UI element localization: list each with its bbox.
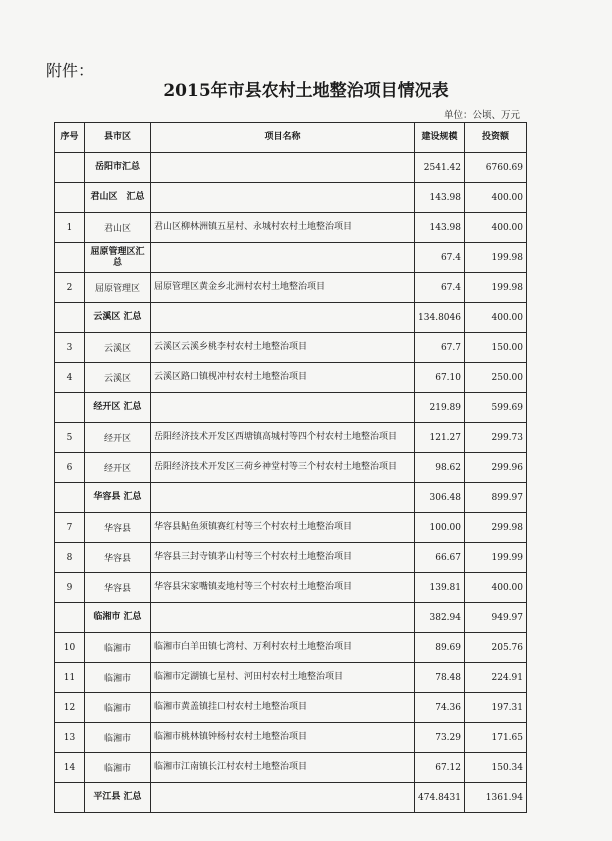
table-row [55, 633, 527, 663]
cell-project [151, 483, 415, 513]
table-row [55, 753, 527, 783]
cell-seq [55, 483, 85, 513]
cell-seq: 4 [55, 363, 85, 393]
cell-seq: 12 [55, 693, 85, 723]
cell-scale: 66.67 [415, 543, 465, 573]
cell-county: 云溪区 [85, 363, 151, 393]
cell-county: 屈原管理区汇总 [85, 243, 151, 273]
cell-project: 华容县鲇鱼须镇赛红村等三个村农村土地整治项目 [151, 513, 415, 543]
cell-seq: 6 [55, 453, 85, 483]
cell-project [151, 303, 415, 333]
cell-county: 华容县 [85, 543, 151, 573]
cell-county: 君山区 [85, 213, 151, 243]
cell-scale: 121.27 [415, 423, 465, 453]
cell-seq [55, 603, 85, 633]
cell-seq: 7 [55, 513, 85, 543]
cell-project [151, 603, 415, 633]
cell-investment: 400.00 [465, 213, 527, 243]
cell-project: 临湘市江南镇长江村农村土地整治项目 [151, 753, 415, 783]
cell-county: 临湘市 [85, 723, 151, 753]
unit-label: 单位：公顷、万元 [443, 110, 520, 121]
cell-scale: 67.7 [415, 333, 465, 363]
cell-project: 君山区柳林洲镇五星村、永城村农村土地整治项目 [151, 213, 415, 243]
cell-project [151, 243, 415, 273]
cell-investment: 299.96 [465, 453, 527, 483]
cell-county: 临湘市 汇总 [85, 603, 151, 633]
cell-project: 临湘市定湖镇七星村、河田村农村土地整治项目 [151, 663, 415, 693]
cell-investment: 400.00 [465, 183, 527, 213]
cell-county: 临湘市 [85, 753, 151, 783]
cell-seq [55, 303, 85, 333]
cell-scale: 98.62 [415, 453, 465, 483]
document-title: 2015年市县农村土地整治项目情况表 [163, 81, 449, 101]
cell-scale: 67.10 [415, 363, 465, 393]
cell-county: 经开区 [85, 423, 151, 453]
cell-project: 岳阳经济技术开发区西塘镇高城村等四个村农村土地整治项目 [151, 423, 415, 453]
summary-row [55, 393, 527, 423]
cell-investment: 199.98 [465, 273, 527, 303]
table-row [55, 453, 527, 483]
cell-investment: 949.97 [465, 603, 527, 633]
cell-investment: 224.91 [465, 663, 527, 693]
cell-seq: 8 [55, 543, 85, 573]
cell-county: 华容县 [85, 573, 151, 603]
cell-project: 华容县三封寺镇茅山村等三个村农村土地整治项目 [151, 543, 415, 573]
project-table [54, 122, 527, 813]
cell-investment: 899.97 [465, 483, 527, 513]
table-row [55, 363, 527, 393]
cell-county: 云溪区 [85, 333, 151, 363]
cell-county: 经开区 [85, 453, 151, 483]
cell-scale: 306.48 [415, 483, 465, 513]
cell-seq: 1 [55, 213, 85, 243]
cell-investment: 150.34 [465, 753, 527, 783]
cell-project: 临湘市桃林镇钟杨村农村土地整治项目 [151, 723, 415, 753]
cell-investment: 199.99 [465, 543, 527, 573]
cell-seq: 11 [55, 663, 85, 693]
cell-seq: 5 [55, 423, 85, 453]
cell-scale: 89.69 [415, 633, 465, 663]
cell-project: 云溪区云溪乡桃李村农村土地整治项目 [151, 333, 415, 363]
cell-county: 经开区 汇总 [85, 393, 151, 423]
cell-project [151, 183, 415, 213]
table-body [55, 153, 527, 813]
table-row [55, 573, 527, 603]
cell-scale: 67.12 [415, 753, 465, 783]
cell-project: 临湘市白羊田镇七湾村、万利村农村土地整治项目 [151, 633, 415, 663]
header-seq: 序号 [55, 123, 85, 153]
summary-row [55, 243, 527, 273]
cell-county: 岳阳市汇总 [85, 153, 151, 183]
cell-seq [55, 393, 85, 423]
cell-scale: 78.48 [415, 663, 465, 693]
cell-project: 华容县宋家嘴镇麦地村等三个村农村土地整治项目 [151, 573, 415, 603]
cell-seq: 13 [55, 723, 85, 753]
table-row [55, 693, 527, 723]
cell-investment: 599.69 [465, 393, 527, 423]
cell-scale: 100.00 [415, 513, 465, 543]
table-row [55, 213, 527, 243]
summary-row [55, 153, 527, 183]
table-row [55, 513, 527, 543]
table-row [55, 333, 527, 363]
cell-scale: 2541.42 [415, 153, 465, 183]
cell-seq: 14 [55, 753, 85, 783]
cell-scale: 74.36 [415, 693, 465, 723]
cell-project [151, 393, 415, 423]
header-scale: 建设规模 [415, 123, 465, 153]
cell-county: 临湘市 [85, 633, 151, 663]
summary-row [55, 183, 527, 213]
cell-investment: 299.98 [465, 513, 527, 543]
cell-investment: 400.00 [465, 573, 527, 603]
cell-project [151, 153, 415, 183]
cell-investment: 299.73 [465, 423, 527, 453]
cell-scale: 134.8046 [415, 303, 465, 333]
cell-county: 华容县 汇总 [85, 483, 151, 513]
cell-seq [55, 153, 85, 183]
cell-investment: 400.00 [465, 303, 527, 333]
header-project: 项目名称 [151, 123, 415, 153]
summary-row [55, 783, 527, 813]
cell-project: 云溪区路口镇枧冲村农村土地整治项目 [151, 363, 415, 393]
cell-seq: 10 [55, 633, 85, 663]
cell-county: 屈原管理区 [85, 273, 151, 303]
cell-investment: 1361.94 [465, 783, 527, 813]
summary-row [55, 483, 527, 513]
cell-county: 云溪区 汇总 [85, 303, 151, 333]
cell-county: 临湘市 [85, 693, 151, 723]
cell-county: 平江县 汇总 [85, 783, 151, 813]
table-row [55, 543, 527, 573]
cell-investment: 171.65 [465, 723, 527, 753]
cell-project [151, 783, 415, 813]
table-header-row [55, 123, 527, 153]
cell-investment: 6760.69 [465, 153, 527, 183]
attachment-label: 附件： [46, 61, 95, 80]
cell-investment: 250.00 [465, 363, 527, 393]
cell-scale: 139.81 [415, 573, 465, 603]
cell-scale: 143.98 [415, 213, 465, 243]
header-county: 县市区 [85, 123, 151, 153]
table-row [55, 723, 527, 753]
cell-seq [55, 243, 85, 273]
cell-seq: 2 [55, 273, 85, 303]
cell-scale: 73.29 [415, 723, 465, 753]
cell-investment: 199.98 [465, 243, 527, 273]
cell-scale: 67.4 [415, 273, 465, 303]
cell-investment: 205.76 [465, 633, 527, 663]
cell-investment: 150.00 [465, 333, 527, 363]
cell-county: 君山区 汇总 [85, 183, 151, 213]
cell-scale: 474.8431 [415, 783, 465, 813]
cell-scale: 143.98 [415, 183, 465, 213]
cell-project: 岳阳经济技术开发区三荷乡神堂村等三个村农村土地整治项目 [151, 453, 415, 483]
summary-row [55, 603, 527, 633]
cell-scale: 219.89 [415, 393, 465, 423]
table-row [55, 273, 527, 303]
cell-county: 华容县 [85, 513, 151, 543]
summary-row [55, 303, 527, 333]
header-investment: 投资额 [465, 123, 527, 153]
cell-investment: 197.31 [465, 693, 527, 723]
table-row [55, 423, 527, 453]
cell-scale: 382.94 [415, 603, 465, 633]
cell-seq: 9 [55, 573, 85, 603]
table-row [55, 663, 527, 693]
cell-scale: 67.4 [415, 243, 465, 273]
cell-seq [55, 183, 85, 213]
cell-seq [55, 783, 85, 813]
cell-seq: 3 [55, 333, 85, 363]
cell-project: 屈原管理区黄金乡北洲村农村土地整治项目 [151, 273, 415, 303]
cell-county: 临湘市 [85, 663, 151, 693]
cell-project: 临湘市黄盖镇挂口村农村土地整治项目 [151, 693, 415, 723]
